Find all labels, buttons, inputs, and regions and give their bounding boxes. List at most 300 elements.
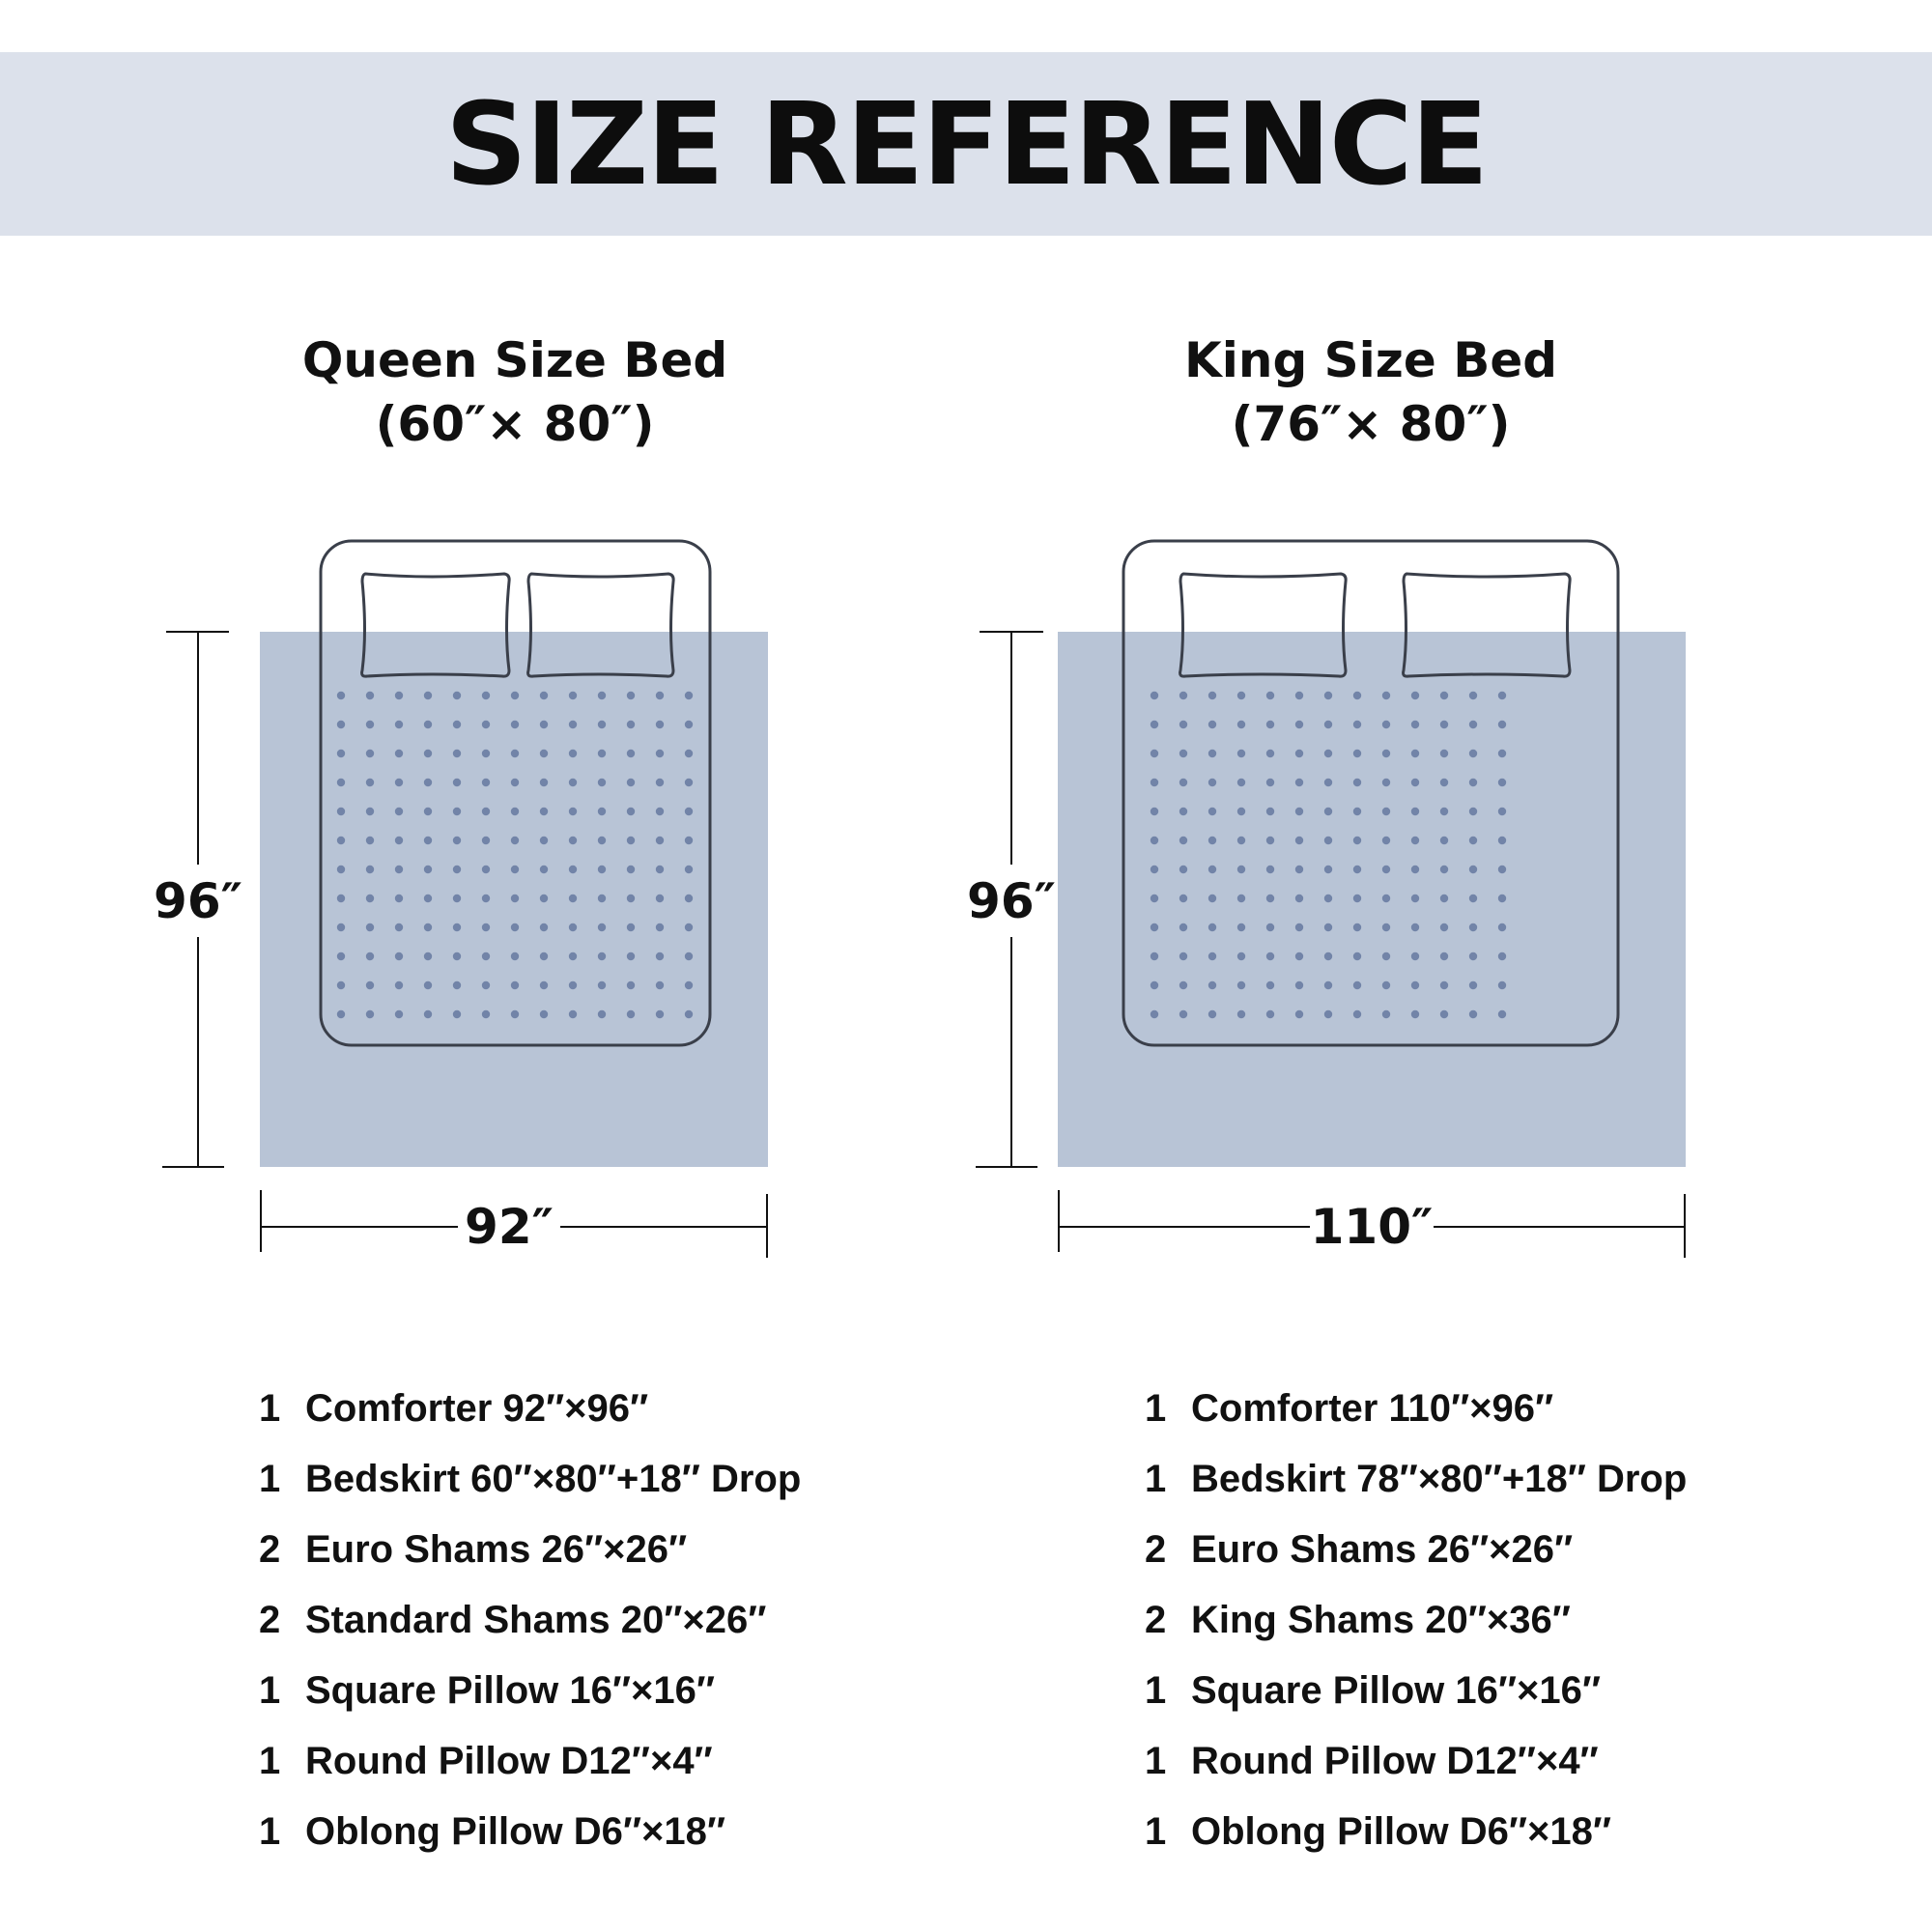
quilt-dot xyxy=(656,895,664,902)
quilt-dot xyxy=(1440,808,1448,815)
quilt-dot xyxy=(1151,779,1158,786)
quilt-dot xyxy=(1469,837,1477,844)
quilt-dot xyxy=(395,692,403,699)
list-item xyxy=(1145,1803,1687,1873)
item-description: Square Pillow 16″×16″ xyxy=(305,1669,716,1712)
quilt-dot xyxy=(569,750,577,757)
quilt-dot xyxy=(1151,952,1158,960)
quilt-dot xyxy=(511,895,519,902)
quilt-dot xyxy=(1353,981,1361,989)
quilt-dot xyxy=(366,721,374,728)
list-item xyxy=(1145,1662,1687,1732)
quilt-dot xyxy=(569,952,577,960)
quilt-dot xyxy=(540,692,548,699)
quilt-dot xyxy=(1208,866,1216,873)
quilt-dot xyxy=(337,923,345,931)
quilt-dot xyxy=(598,750,606,757)
quilt-dot xyxy=(685,808,693,815)
queen-contents-list xyxy=(259,1379,801,1873)
quilt-dot xyxy=(1295,692,1303,699)
quilt-dot xyxy=(1266,692,1274,699)
quilt-dot xyxy=(1382,923,1390,931)
quilt-dot xyxy=(424,1010,432,1018)
item-description: King Shams 20″×36″ xyxy=(1191,1599,1571,1641)
quilt-dot xyxy=(337,837,345,844)
quilt-dot xyxy=(453,923,461,931)
item-description: Standard Shams 20″×26″ xyxy=(305,1599,767,1641)
quilt-dot xyxy=(1179,779,1187,786)
quilt-dot xyxy=(1324,779,1332,786)
quilt-dot xyxy=(1353,1010,1361,1018)
item-description: Round Pillow D12″×4″ xyxy=(1191,1740,1599,1782)
quilt-dot xyxy=(598,895,606,902)
quilt-dot xyxy=(1324,923,1332,931)
quilt-dot xyxy=(569,1010,577,1018)
quilt-dot xyxy=(685,981,693,989)
quilt-dot xyxy=(453,1010,461,1018)
quilt-dot xyxy=(1324,750,1332,757)
item-description: Oblong Pillow D6″×18″ xyxy=(1191,1810,1612,1853)
list-item xyxy=(259,1379,801,1450)
quilt-dot xyxy=(1440,779,1448,786)
quilt-dot xyxy=(482,721,490,728)
king-height-label: 96″ xyxy=(967,873,1056,929)
quilt-dot xyxy=(656,721,664,728)
list-item xyxy=(259,1520,801,1591)
quilt-dot xyxy=(1151,923,1158,931)
item-description: Comforter 92″×96″ xyxy=(305,1387,649,1430)
quilt-dot xyxy=(337,1010,345,1018)
quilt-dot xyxy=(1469,895,1477,902)
quilt-dot xyxy=(1469,981,1477,989)
quilt-dot xyxy=(1237,981,1245,989)
quilt-dot xyxy=(482,808,490,815)
quilt-dot xyxy=(569,837,577,844)
quilt-dot xyxy=(685,721,693,728)
quilt-dot xyxy=(453,837,461,844)
quilt-dot xyxy=(656,952,664,960)
quilt-dot xyxy=(627,750,635,757)
item-description: Bedskirt 60″×80″+18″ Drop xyxy=(305,1458,802,1500)
quilt-dot xyxy=(656,1010,664,1018)
quilt-dot xyxy=(482,866,490,873)
quilt-dot xyxy=(395,1010,403,1018)
quilt-dot xyxy=(337,750,345,757)
list-item xyxy=(259,1732,801,1803)
quilt-dot xyxy=(1237,808,1245,815)
quilt-dot xyxy=(1469,952,1477,960)
quilt-dot xyxy=(1208,692,1216,699)
item-quantity: 1 xyxy=(1145,1669,1167,1712)
quilt-dot xyxy=(1151,981,1158,989)
quilt-dot xyxy=(366,923,374,931)
quilt-dot xyxy=(1498,1010,1506,1018)
quilt-dot xyxy=(627,692,635,699)
quilt-dot xyxy=(1498,750,1506,757)
quilt-dot xyxy=(569,779,577,786)
quilt-dot xyxy=(627,895,635,902)
quilt-dot xyxy=(685,750,693,757)
quilt-dot xyxy=(598,981,606,989)
quilt-dot xyxy=(1353,952,1361,960)
quilt-dot xyxy=(1411,750,1419,757)
quilt-dot xyxy=(598,952,606,960)
quilt-dot xyxy=(1440,750,1448,757)
list-item xyxy=(1145,1520,1687,1591)
quilt-dot xyxy=(453,866,461,873)
quilt-dot xyxy=(1266,750,1274,757)
quilt-dot xyxy=(1179,866,1187,873)
quilt-dot xyxy=(337,866,345,873)
quilt-dot xyxy=(1266,952,1274,960)
item-description: Oblong Pillow D6″×18″ xyxy=(305,1810,726,1853)
quilt-dot xyxy=(1295,837,1303,844)
item-quantity: 1 xyxy=(1145,1387,1167,1430)
quilt-dot xyxy=(685,692,693,699)
quilt-dot xyxy=(1208,779,1216,786)
queen-bed-dimensions: (60″× 80″) xyxy=(375,396,655,452)
quilt-dot xyxy=(395,923,403,931)
quilt-dot xyxy=(424,923,432,931)
quilt-dot xyxy=(1411,981,1419,989)
quilt-dot xyxy=(1295,981,1303,989)
quilt-dot xyxy=(1151,1010,1158,1018)
quilt-dot xyxy=(685,837,693,844)
quilt-dot xyxy=(1208,750,1216,757)
quilt-dot xyxy=(1237,692,1245,699)
list-item xyxy=(1145,1450,1687,1520)
quilt-dot xyxy=(511,779,519,786)
quilt-dot xyxy=(569,866,577,873)
quilt-dot xyxy=(540,721,548,728)
quilt-dot xyxy=(1382,895,1390,902)
quilt-dot xyxy=(453,779,461,786)
quilt-dot xyxy=(366,981,374,989)
quilt-dot xyxy=(1382,750,1390,757)
quilt-dot xyxy=(1151,692,1158,699)
quilt-dot xyxy=(569,981,577,989)
quilt-dot xyxy=(569,721,577,728)
quilt-dot xyxy=(656,692,664,699)
quilt-dot xyxy=(598,1010,606,1018)
quilt-dot xyxy=(1295,895,1303,902)
quilt-dot xyxy=(685,866,693,873)
quilt-dot xyxy=(540,981,548,989)
quilt-dot xyxy=(656,779,664,786)
quilt-dot xyxy=(1469,808,1477,815)
quilt-dot xyxy=(366,895,374,902)
quilt-dot xyxy=(1208,952,1216,960)
quilt-dot xyxy=(1353,692,1361,699)
quilt-dot xyxy=(1237,1010,1245,1018)
quilt-dot xyxy=(1179,808,1187,815)
king-bed-name: King Size Bed xyxy=(1183,332,1558,388)
quilt-dot xyxy=(366,808,374,815)
quilt-dot xyxy=(1353,750,1361,757)
quilt-dot xyxy=(598,923,606,931)
quilt-dot xyxy=(395,895,403,902)
quilt-dot xyxy=(337,952,345,960)
quilt-dot xyxy=(685,923,693,931)
quilt-dot xyxy=(395,866,403,873)
quilt-dot xyxy=(1498,866,1506,873)
quilt-dot xyxy=(395,808,403,815)
quilt-dot xyxy=(540,837,548,844)
quilt-dot xyxy=(1440,981,1448,989)
quilt-dot xyxy=(395,750,403,757)
quilt-dot xyxy=(627,808,635,815)
quilt-dot xyxy=(685,779,693,786)
list-item xyxy=(1145,1591,1687,1662)
quilt-dot xyxy=(1151,721,1158,728)
quilt-dot xyxy=(424,721,432,728)
quilt-dot xyxy=(1382,721,1390,728)
quilt-dot xyxy=(1498,808,1506,815)
quilt-dot xyxy=(1208,1010,1216,1018)
quilt-dot xyxy=(337,895,345,902)
quilt-dot xyxy=(1266,1010,1274,1018)
quilt-dot xyxy=(540,866,548,873)
quilt-dot xyxy=(1440,721,1448,728)
quilt-dot xyxy=(482,1010,490,1018)
item-description: Comforter 110″×96″ xyxy=(1191,1387,1554,1430)
quilt-dot xyxy=(1440,923,1448,931)
quilt-dot xyxy=(1440,692,1448,699)
quilt-dot xyxy=(337,981,345,989)
quilt-dot xyxy=(1469,923,1477,931)
quilt-dot xyxy=(1208,837,1216,844)
quilt-dot xyxy=(1324,692,1332,699)
quilt-dot xyxy=(366,779,374,786)
quilt-dot xyxy=(1266,837,1274,844)
quilt-dot xyxy=(453,952,461,960)
quilt-dot xyxy=(1151,837,1158,844)
quilt-dot xyxy=(1411,1010,1419,1018)
queen-width-label: 92″ xyxy=(465,1199,554,1255)
quilt-dot xyxy=(1469,1010,1477,1018)
quilt-dot xyxy=(1179,1010,1187,1018)
quilt-dot xyxy=(598,721,606,728)
quilt-dot xyxy=(1237,923,1245,931)
quilt-dot xyxy=(511,1010,519,1018)
quilt-dot xyxy=(453,692,461,699)
quilt-dot xyxy=(569,923,577,931)
quilt-dot xyxy=(569,895,577,902)
quilt-dot xyxy=(482,779,490,786)
quilt-dot xyxy=(1469,750,1477,757)
quilt-dot xyxy=(627,837,635,844)
item-quantity: 1 xyxy=(259,1669,281,1712)
quilt-dot xyxy=(1324,981,1332,989)
quilt-dot xyxy=(424,866,432,873)
king-diagram xyxy=(967,541,1686,1258)
quilt-dot xyxy=(482,952,490,960)
quilt-dot xyxy=(1295,923,1303,931)
list-item xyxy=(259,1662,801,1732)
item-quantity: 1 xyxy=(259,1387,281,1430)
quilt-dot xyxy=(511,721,519,728)
item-quantity: 1 xyxy=(1145,1458,1167,1500)
quilt-dot xyxy=(1353,923,1361,931)
quilt-dot xyxy=(1411,721,1419,728)
quilt-dot xyxy=(1411,866,1419,873)
quilt-dot xyxy=(337,721,345,728)
quilt-dot xyxy=(1469,692,1477,699)
quilt-dot xyxy=(453,721,461,728)
quilt-dot xyxy=(511,866,519,873)
quilt-dot xyxy=(511,808,519,815)
quilt-dot xyxy=(424,837,432,844)
quilt-dot xyxy=(511,750,519,757)
quilt-dot xyxy=(1324,1010,1332,1018)
quilt-dot xyxy=(395,721,403,728)
quilt-dot xyxy=(1179,952,1187,960)
quilt-dot xyxy=(1266,981,1274,989)
quilt-dot xyxy=(1411,779,1419,786)
quilt-dot xyxy=(395,952,403,960)
quilt-dot xyxy=(453,981,461,989)
quilt-dot xyxy=(482,692,490,699)
quilt-dot xyxy=(627,866,635,873)
quilt-dot xyxy=(1353,779,1361,786)
quilt-dot xyxy=(337,808,345,815)
item-quantity: 2 xyxy=(259,1599,281,1641)
quilt-dot xyxy=(511,923,519,931)
quilt-dot xyxy=(366,750,374,757)
item-description: Bedskirt 78″×80″+18″ Drop xyxy=(1191,1458,1688,1500)
quilt-dot xyxy=(598,692,606,699)
item-quantity: 2 xyxy=(1145,1528,1167,1571)
quilt-dot xyxy=(685,952,693,960)
quilt-dot xyxy=(366,866,374,873)
quilt-dot xyxy=(1295,866,1303,873)
quilt-dot xyxy=(337,692,345,699)
quilt-dot xyxy=(627,721,635,728)
list-item xyxy=(1145,1379,1687,1450)
quilt-dot xyxy=(598,779,606,786)
quilt-dot xyxy=(1151,866,1158,873)
quilt-dot xyxy=(1411,952,1419,960)
quilt-dot xyxy=(540,952,548,960)
item-description: Euro Shams 26″×26″ xyxy=(305,1528,688,1571)
quilt-dot xyxy=(511,981,519,989)
quilt-dot xyxy=(1237,895,1245,902)
quilt-dot xyxy=(1353,895,1361,902)
quilt-dot xyxy=(540,750,548,757)
item-quantity: 2 xyxy=(1145,1599,1167,1641)
quilt-dot xyxy=(1266,779,1274,786)
quilt-dot xyxy=(511,952,519,960)
quilt-dot xyxy=(1237,779,1245,786)
quilt-dot xyxy=(1208,923,1216,931)
quilt-dot xyxy=(453,895,461,902)
quilt-dot xyxy=(1266,721,1274,728)
quilt-dot xyxy=(1295,952,1303,960)
quilt-dot xyxy=(1151,895,1158,902)
page-title: SIZE REFERENCE xyxy=(444,77,1488,211)
quilt-dot xyxy=(1382,981,1390,989)
quilt-dot xyxy=(337,779,345,786)
item-quantity: 1 xyxy=(259,1810,281,1853)
quilt-dot xyxy=(1440,895,1448,902)
quilt-dot xyxy=(540,779,548,786)
quilt-dot xyxy=(1411,808,1419,815)
quilt-dot xyxy=(1151,750,1158,757)
king-bed-dimensions: (76″× 80″) xyxy=(1231,396,1511,452)
quilt-dot xyxy=(1179,837,1187,844)
quilt-dot xyxy=(395,981,403,989)
quilt-dot xyxy=(569,808,577,815)
quilt-dot xyxy=(598,866,606,873)
quilt-dot xyxy=(1498,952,1506,960)
quilt-dot xyxy=(482,923,490,931)
quilt-dot xyxy=(656,866,664,873)
quilt-dot xyxy=(1266,895,1274,902)
list-item xyxy=(1145,1732,1687,1803)
quilt-dot xyxy=(1440,837,1448,844)
quilt-dot xyxy=(1324,952,1332,960)
quilt-dot xyxy=(1498,981,1506,989)
quilt-dot xyxy=(395,779,403,786)
quilt-dot xyxy=(453,750,461,757)
quilt-dot xyxy=(424,808,432,815)
quilt-dot xyxy=(1411,923,1419,931)
quilt-dot xyxy=(1208,895,1216,902)
quilt-dot xyxy=(1237,750,1245,757)
item-description: Euro Shams 26″×26″ xyxy=(1191,1528,1574,1571)
quilt-dot xyxy=(1179,721,1187,728)
item-quantity: 1 xyxy=(1145,1740,1167,1782)
quilt-dot xyxy=(511,837,519,844)
quilt-dot xyxy=(627,779,635,786)
quilt-dot xyxy=(1469,721,1477,728)
quilt-dot xyxy=(1353,866,1361,873)
quilt-dot xyxy=(540,895,548,902)
quilt-dot xyxy=(656,923,664,931)
quilt-dot xyxy=(1498,923,1506,931)
quilt-dot xyxy=(482,895,490,902)
quilt-dot xyxy=(1151,808,1158,815)
quilt-dot xyxy=(1440,866,1448,873)
quilt-dot xyxy=(1382,1010,1390,1018)
list-item xyxy=(259,1591,801,1662)
quilt-dot xyxy=(1295,750,1303,757)
quilt-dot xyxy=(1208,721,1216,728)
quilt-dot xyxy=(482,981,490,989)
quilt-dot xyxy=(1498,721,1506,728)
queen-bed-name: Queen Size Bed xyxy=(301,332,728,388)
quilt-dot xyxy=(424,895,432,902)
quilt-dot xyxy=(366,692,374,699)
item-quantity: 1 xyxy=(259,1458,281,1500)
quilt-dot xyxy=(366,952,374,960)
quilt-dot xyxy=(1266,808,1274,815)
quilt-dot xyxy=(1353,808,1361,815)
quilt-dot xyxy=(1266,923,1274,931)
quilt-dot xyxy=(1382,866,1390,873)
quilt-dot xyxy=(1179,692,1187,699)
quilt-dot xyxy=(627,1010,635,1018)
quilt-dot xyxy=(1324,837,1332,844)
quilt-dot xyxy=(424,779,432,786)
quilt-dot xyxy=(1498,692,1506,699)
quilt-dot xyxy=(424,952,432,960)
quilt-dot xyxy=(424,692,432,699)
quilt-dot xyxy=(1382,779,1390,786)
quilt-dot xyxy=(1324,895,1332,902)
quilt-dot xyxy=(482,750,490,757)
quilt-dot xyxy=(627,952,635,960)
